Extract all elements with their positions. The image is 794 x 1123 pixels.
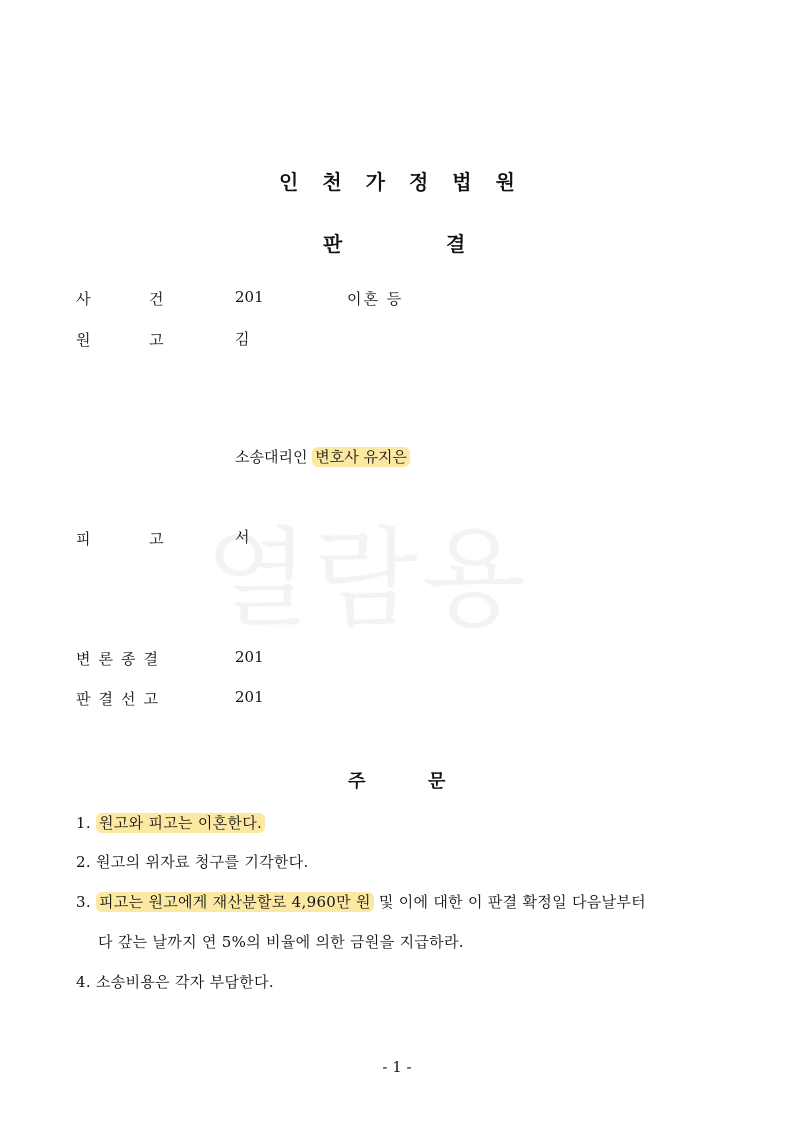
case-name: 이혼 등 bbox=[347, 290, 404, 308]
order-item-2 bbox=[76, 851, 309, 872]
plaintiff-label-a: 원 bbox=[76, 331, 91, 349]
order-title-left: 주 bbox=[348, 771, 366, 792]
defendant-label-a: 피 bbox=[76, 530, 91, 548]
order-item-4-num: 4. bbox=[76, 973, 91, 991]
hearing-end-value: 201 bbox=[235, 648, 264, 666]
ruling-date-value: 201 bbox=[235, 688, 264, 706]
order-item-1-num: 1. bbox=[76, 814, 91, 832]
case-label-a: 사 bbox=[76, 290, 91, 308]
order-item-3-rest: 및 이에 대한 이 판결 확정일 다음날부터 bbox=[373, 893, 646, 911]
defendant-name: 서 bbox=[235, 528, 250, 546]
order-item-3 bbox=[76, 891, 646, 912]
case-number: 201 bbox=[235, 288, 264, 306]
watermark bbox=[205, 492, 530, 647]
order-item-3-line2: 다 갚는 날까지 연 5%의 비율에 의한 금원을 지급하라. bbox=[98, 933, 464, 951]
order-item-4 bbox=[76, 971, 274, 992]
order-item-1-text: 원고와 피고는 이혼한다. bbox=[96, 813, 265, 833]
page-number: - 1 - bbox=[382, 1058, 412, 1076]
court-name: 인천가정법원 bbox=[279, 170, 539, 194]
judgment-title-left: 판 bbox=[323, 232, 343, 256]
order-item-3-highlight: 피고는 원고에게 재산분할로 4,960만 원 bbox=[96, 892, 374, 912]
order-title-right: 문 bbox=[428, 771, 446, 792]
attorney-name: 변호사 유지은 bbox=[312, 447, 410, 467]
attorney-prefix: 소송대리인 bbox=[235, 448, 308, 466]
plaintiff-label-b: 고 bbox=[149, 331, 164, 349]
attorney-line bbox=[235, 446, 410, 467]
order-item-2-text: 원고의 위자료 청구를 기각한다. bbox=[96, 853, 309, 871]
order-item-2-num: 2. bbox=[76, 853, 91, 871]
plaintiff-name: 김 bbox=[235, 330, 250, 348]
order-item-1 bbox=[76, 812, 265, 833]
defendant-label-b: 고 bbox=[149, 530, 164, 548]
case-label-b: 건 bbox=[149, 290, 164, 308]
judgment-title-right: 결 bbox=[446, 232, 466, 256]
ruling-date-label: 판결선고 bbox=[76, 690, 166, 708]
order-item-3-num: 3. bbox=[76, 893, 91, 911]
hearing-end-label: 변론종결 bbox=[76, 650, 166, 668]
order-item-4-text: 소송비용은 각자 부담한다. bbox=[96, 973, 274, 991]
